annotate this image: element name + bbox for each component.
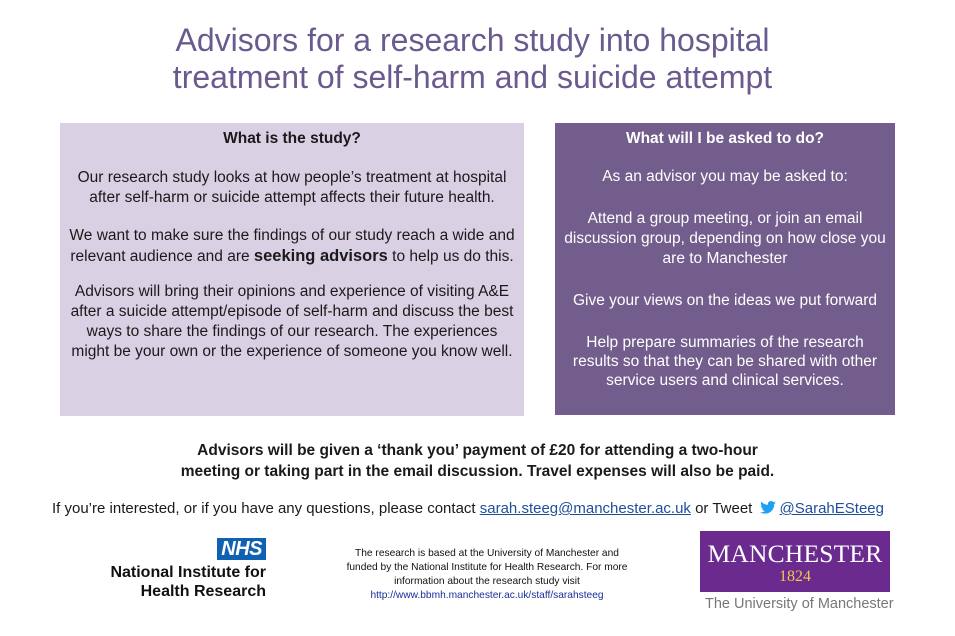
study-heading: What is the study? [223,130,361,147]
contact-line [52,499,884,519]
university-crest-block [700,531,890,592]
tasks-panel [555,123,895,415]
info-line-1: The research is based at the University of Manchester and [355,548,619,559]
nihr-wordmark [110,563,266,601]
email-link[interactable]: sarah.steeg@manchester.ac.uk [479,500,691,517]
payment-line-1: Advisors will be given a ‘thank you’ payment of £20 for attending a two-hour [197,442,758,459]
study-paragraph-2 [68,226,516,267]
seeking-advisors-emphasis: seeking advisors [253,247,388,265]
title-line-1: Advisors for a research study into hospital [175,22,770,58]
contact-tweet-text: or Tweet [690,500,753,517]
study-panel [60,123,524,416]
task-item: Help prepare summaries of the research results so that they can be shared with other service users and clinical services. [572,334,878,389]
info-line-3: information about the research study visit [394,576,580,587]
research-info [326,547,648,603]
university-name: MANCHESTER [707,539,883,568]
nihr-line-1: National Institute for [110,564,266,581]
study-paragraph-1: Our research study looks at how people’s treatment at hospital after self-harm or suicide attempt affects their future health. [77,169,507,206]
university-subtitle: The University of Manchester [705,596,894,612]
info-line-2: funded by the National Institute for Health Research. For more [346,562,628,573]
nihr-line-2: Health Research [140,583,266,600]
university-logo [700,531,893,613]
payment-line-2: meeting or taking part in the email discussion. Travel expenses will also be paid. [180,463,775,480]
task-item: Give your views on the ideas we put forward [572,292,878,309]
title-line-2: treatment of self-harm and suicide attempt [172,59,773,95]
twitter-bird-icon [760,501,776,514]
study-paragraph-2-end: to help us do this. [387,248,514,265]
contact-text: If you’re interested, or if you have any questions, please contact [52,500,480,517]
twitter-handle-link[interactable]: @SarahESteeg [779,500,884,517]
study-paragraph-3: Advisors will bring their opinions and experience of visiting A&E after a suicide attempt/episode of self-harm and discuss the best ways to share the findings of our research. The experiences might be your own or the experience of someone you know well. [70,283,514,360]
university-year: 1824 [779,568,811,585]
tasks-heading: What will I be asked to do? [625,130,825,147]
tasks-intro: As an advisor you may be asked to: [602,168,848,185]
nihr-logo [80,538,270,600]
nhs-badge: NHS [217,538,266,560]
research-url-link[interactable]: http://www.bbmh.manchester.ac.uk/staff/sarahsteeg [370,590,604,601]
task-item: Attend a group meeting, or join an email discussion group, depending on how close you are to Manchester [564,210,886,267]
study-paragraph-2-start: We want to make sure the findings of our study reach a wide and relevant audience and are [69,227,515,265]
payment-notice [0,440,955,482]
page-title [0,22,945,96]
